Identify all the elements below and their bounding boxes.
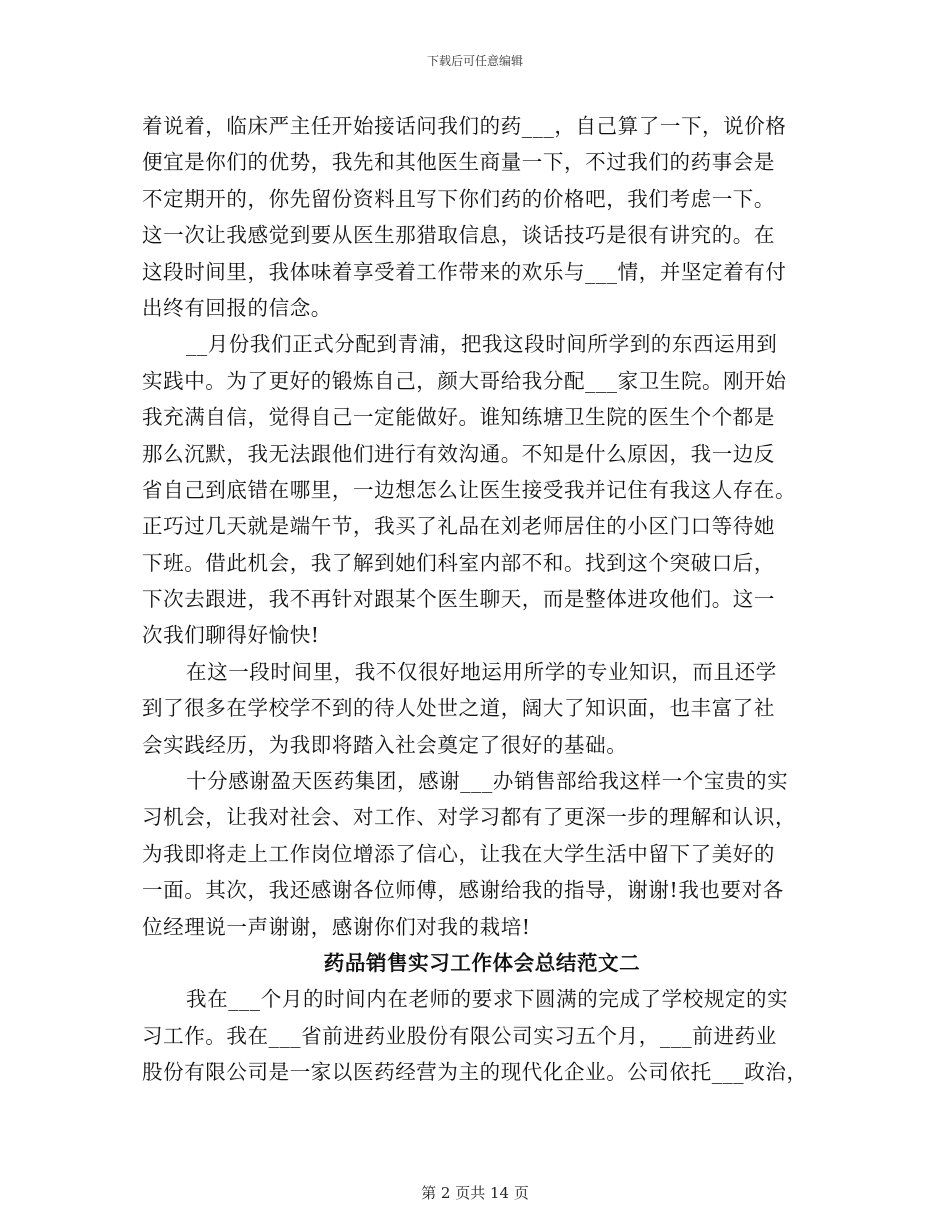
text-line: 到了很多在学校学不到的待人处世之道，阔大了知识面，也丰富了社 [142, 696, 775, 721]
text-line: 实践中。为了更好的锻炼自己，颜大哥给我分配___家卫生院。刚开始 [142, 368, 787, 393]
text-line: 下班。借此机会，我了解到她们科室内部不和。找到这个突破口后， [142, 550, 775, 575]
text-line: 这一次让我感觉到要从医生那猎取信息，谈话技巧是很有讲究的。在 [142, 223, 775, 248]
page-header: 下载后可任意编辑 [426, 54, 523, 68]
text-line: 这段时间里，我体味着享受着工作带来的欢乐与___情，并坚定着有付 [142, 259, 787, 284]
document-body [142, 108, 822, 1091]
text-line: 次我们聊得好愉快! [142, 623, 320, 648]
section-title: 药品销售实习工作体会总结范文二 [323, 950, 641, 975]
text-line: 出终有回报的信念。 [142, 295, 332, 320]
text-line: 习机会，让我对社会、对工作、对学习都有了更深一步的理解和认识， [142, 805, 797, 830]
text-line: 着说着，临床严主任开始接话问我们的药___，自己算了一下，说价格 [142, 114, 787, 138]
paragraph-start: 我在___个月的时间内在老师的要求下圆满的完成了学校规定的实 [186, 987, 789, 1012]
paragraph-start: __月份我们正式分配到青浦，把我这段时间所学到的东西运用到 [186, 332, 778, 357]
text-line: 下次去跟进，我不再针对跟某个医生聊天，而是整体进攻他们。这一 [142, 587, 775, 612]
text-line: 正巧过几天就是端午节，我买了礼品在刘老师居住的小区门口等待她 [142, 514, 775, 539]
text-line: 我充满自信，觉得自己一定能做好。谁知练塘卫生院的医生个个都是 [142, 405, 775, 430]
text-line: 为我即将走上工作岗位增添了信心，让我在大学生活中留下了美好的 [142, 841, 775, 866]
text-line: 会实践经历，为我即将踏入社会奠定了很好的基础。 [142, 732, 628, 757]
page-footer: 第 2 页共 14 页 [421, 1184, 529, 1202]
text-line: 便宜是你们的优势，我先和其他医生商量一下，不过我们的药事会是 [142, 150, 775, 175]
text-line: 一面。其次，我还感谢各位师傅，感谢给我的指导，谢谢!我也要对各 [142, 878, 784, 903]
text-line: 那么沉默，我无法跟他们进行有效沟通。不知是什么原因，我一边反 [142, 441, 775, 466]
text-line: 位经理说一声谢谢，感谢你们对我的栽培! [142, 914, 531, 939]
paragraph-start: 在这一段时间里，我不仅很好地运用所学的专业知识，而且还学 [186, 659, 777, 684]
text-line: 不定期开的，你先留份资料且写下你们药的价格吧，我们考虑一下。 [142, 186, 775, 211]
text-line: 习工作。我在___省前进药业股份有限公司实习五个月，___前进药业 [142, 1023, 777, 1048]
text-line: 省自己到底错在哪里，一边想怎么让医生接受我并记住有我这人存在。 [142, 477, 797, 502]
paragraph-start: 十分感谢盈天医药集团，感谢___办销售部给我这样一个宝贵的实 [186, 769, 789, 794]
text-line: 股份有限公司是一家以医药经营为主的现代化企业。公司依托___政治， [142, 1060, 808, 1085]
